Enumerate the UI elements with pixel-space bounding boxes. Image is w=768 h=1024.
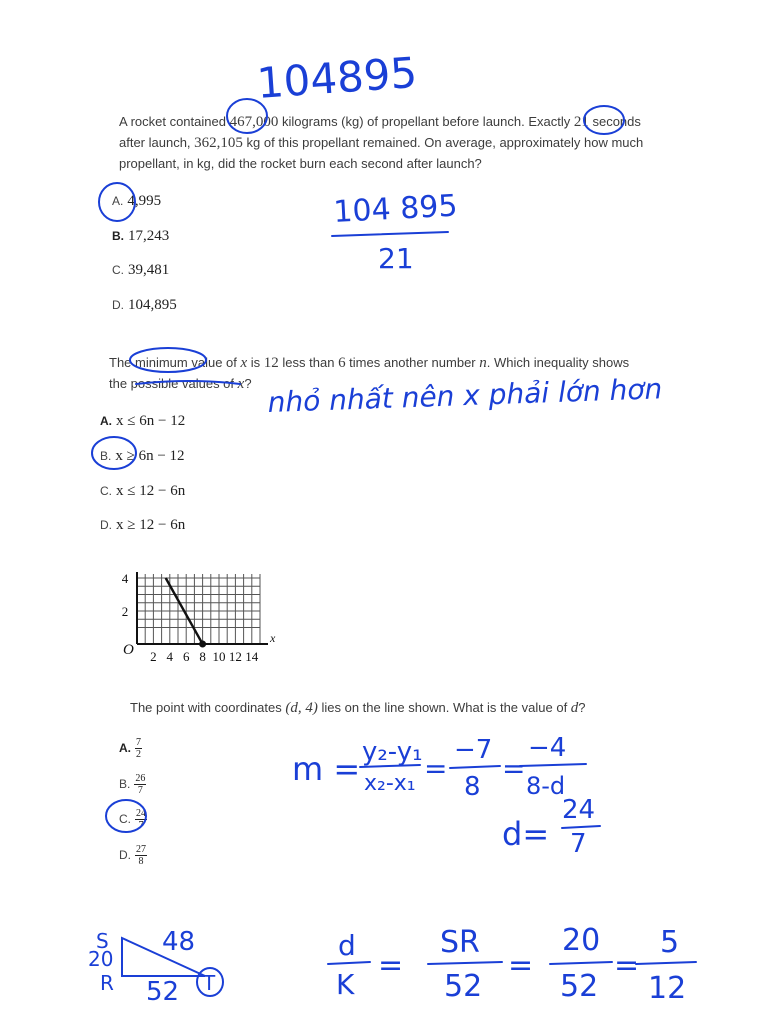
q3-choice-c-value: $\frac{24}{7}$ — [136, 807, 146, 831]
ink-ratio-52b: 52 — [560, 969, 599, 1004]
ink-slope-eq2: = — [502, 752, 526, 785]
ink-slope-y: y₂-y₁ — [362, 737, 423, 767]
ink-ratio-d: d — [338, 929, 356, 962]
ink-ratio-eq1: = — [378, 948, 404, 983]
origin-label: O — [123, 642, 134, 658]
x-tick-label: 6 — [182, 649, 190, 664]
ink-slope-d1: 8 — [464, 772, 481, 802]
ink-ratio-52a: 52 — [444, 969, 483, 1004]
x-tick-label: 8 — [199, 649, 206, 664]
ink-ratio-bar-4 — [636, 962, 696, 964]
ink-slope-d2: 8-d — [526, 772, 566, 800]
ink-ratio-bar-1 — [328, 962, 370, 964]
q2-choice-b[interactable]: B. x ≥ 6n − 12 — [100, 447, 185, 464]
ink-slope-bar-3 — [520, 764, 586, 766]
ink-ratio-eq3: = — [614, 948, 640, 983]
ink-tri-48: 48 — [162, 927, 196, 957]
ink-tri-s: S — [96, 929, 109, 953]
ink-ratio-sr: SR — [440, 925, 480, 960]
ink-frac-num: 104 895 — [332, 188, 459, 230]
ink-circle-t — [197, 968, 223, 996]
q1-choice-c[interactable]: C. 39,481 — [112, 261, 170, 278]
q1-line-3: propellant, in kg, did the rocket burn each second after launch? — [119, 156, 482, 171]
x-tick-label: 14 — [245, 649, 259, 664]
ink-answer-bar — [562, 826, 600, 828]
ink-fraction-bar — [332, 232, 448, 236]
x-tick-label: 12 — [228, 649, 242, 664]
ink-frac-den: 21 — [378, 242, 414, 275]
ink-slope-n2: −4 — [528, 733, 567, 763]
q2-choice-d[interactable]: D. x ≥ 12 − 6n — [100, 516, 186, 533]
q2-line-1: The minimum value of x is 12 less than 6 times another number n. Which inequality shows — [109, 355, 630, 371]
line-graph — [115, 560, 405, 670]
q3-choice-a-value: $\frac{7}{2}$ — [136, 736, 141, 760]
ink-answer-d: d= — [502, 815, 550, 853]
y-tick-label: 2 — [121, 604, 129, 619]
q3-choice-b[interactable]: B. $\frac{26}{7}$ — [119, 772, 146, 796]
q1-choice-d[interactable]: D. 104,895 — [112, 296, 177, 313]
ink-slope-eq1: = — [424, 752, 448, 785]
ink-ratio-k: K — [336, 968, 355, 1001]
ink-tri-20: 20 — [88, 947, 114, 971]
ink-triangle — [122, 938, 205, 976]
ink-slope-x: x₂-x₁ — [364, 771, 416, 796]
q2-choice-c[interactable]: C. x ≤ 12 − 6n — [100, 482, 186, 499]
ink-ratio-eq2: = — [508, 948, 534, 983]
x-axis-label: x — [270, 631, 276, 645]
ink-ratio-bar-2 — [428, 962, 502, 964]
q1-seconds: 21 — [573, 114, 589, 130]
ink-slope-bar-2 — [450, 766, 500, 768]
ink-ratio-20: 20 — [562, 923, 601, 958]
q1-mass-initial: 467,000 — [229, 114, 279, 130]
graph-grid — [137, 574, 260, 644]
q3-choice-c[interactable]: C. $\frac{24}{7}$ — [119, 807, 146, 831]
ink-slope-m: m = — [292, 750, 361, 788]
ink-tri-r: R — [100, 971, 114, 995]
series-point — [199, 641, 206, 648]
q1-choice-a[interactable]: A. 4,995 — [112, 192, 162, 209]
q1-choice-b[interactable]: B. 17,243 — [112, 227, 170, 244]
ink-top-number: 104895 — [255, 47, 419, 108]
x-tick-label: 2 — [150, 649, 157, 664]
ink-ratio-12: 12 — [648, 971, 687, 1006]
ink-viet-note: nhỏ nhất nên x phải lớn hơn — [267, 372, 663, 419]
q3-text: The point with coordinates (d, 4) lies on the line shown. What is the value of d? — [130, 700, 586, 716]
ink-answer-num: 24 — [562, 795, 596, 825]
ink-ratio-5: 5 — [660, 925, 680, 960]
ink-tri-52: 52 — [146, 977, 180, 1007]
ink-slope-bar-1 — [360, 765, 420, 767]
q1-line-2: after launch, 362,105 kg of this propellant remained. On average, approximately how much — [119, 135, 644, 151]
ink-slope-n1: −7 — [454, 735, 493, 765]
q1-mass-remaining: 362,105 — [194, 135, 243, 151]
y-tick-label: 4 — [121, 571, 129, 586]
q3-choice-a[interactable]: A. $\frac{7}{2}$ — [119, 736, 141, 760]
q3-choice-d[interactable]: D. $\frac{27}{8}$ — [119, 843, 146, 867]
q2-choice-a[interactable]: A. x ≤ 6n − 12 — [100, 412, 186, 429]
q1-line-1: A rocket contained 467,000 kilograms (kg) of propellant before launch. Exactly 21 seconds — [119, 114, 641, 130]
q3-choice-d-value: $\frac{27}{8}$ — [136, 843, 146, 867]
q2-line-2: the possible values of x? — [109, 376, 252, 392]
x-tick-label: 4 — [166, 649, 174, 664]
ink-ratio-bar-3 — [550, 962, 612, 964]
q3-choice-b-value: $\frac{26}{7}$ — [135, 772, 146, 796]
x-tick-label: 10 — [212, 649, 226, 664]
ink-tri-t: T — [203, 971, 216, 995]
ink-answer-den: 7 — [570, 829, 587, 859]
